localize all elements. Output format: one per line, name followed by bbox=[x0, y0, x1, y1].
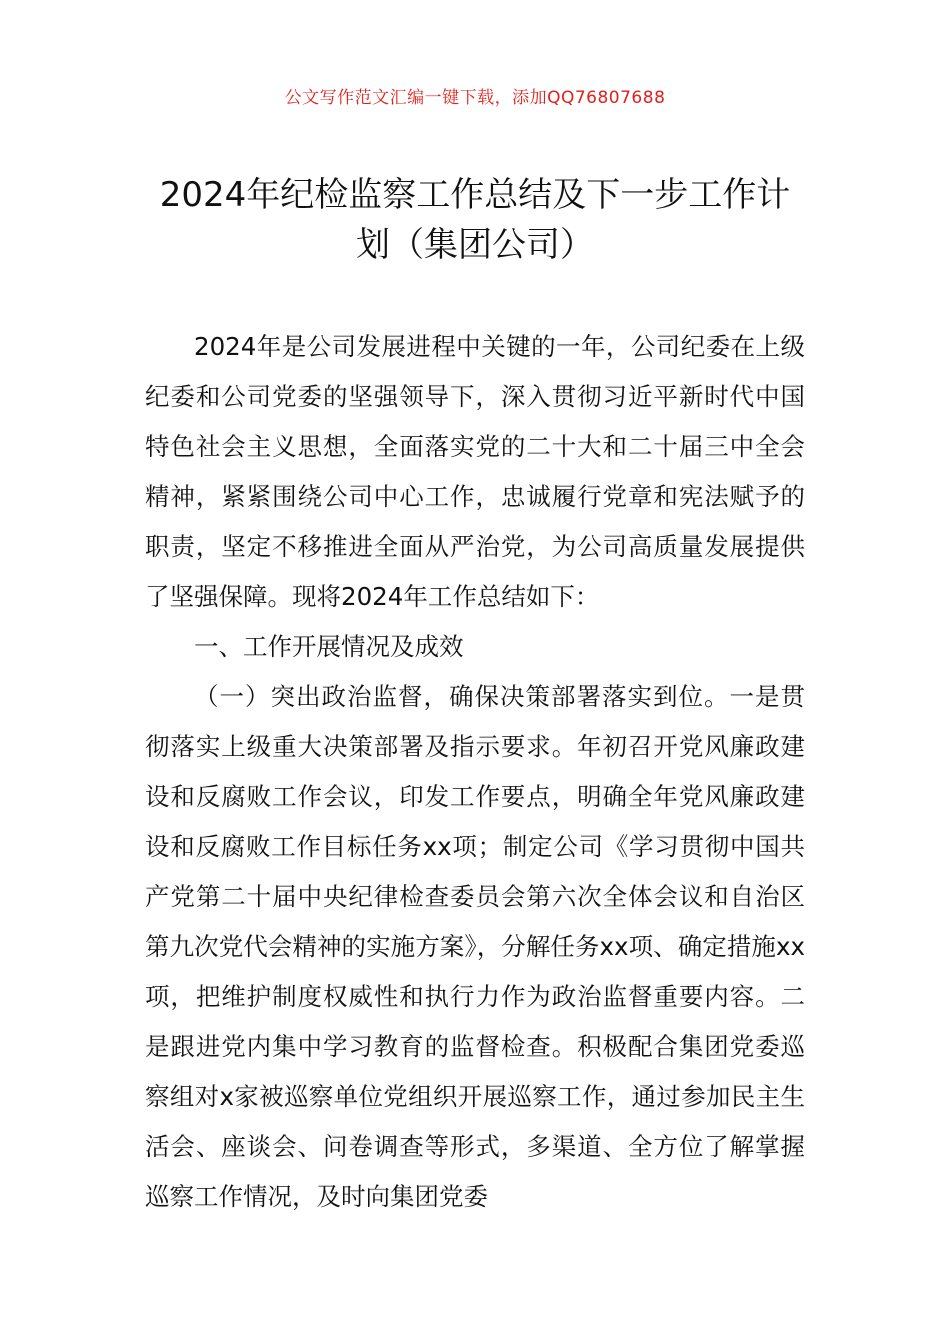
section-heading: 一、工作开展情况及成效 bbox=[194, 632, 464, 661]
section-paragraph: （一）突出政治监督，确保决策部署落实到位。一是贯彻落实上级重大决策部署及指示要求。年初召开党风廉政建设和反腐败工作会议，印发工作要点，明确全年党风廉政建设和反腐败工作目标任务xx项；制定公司《学习贯彻中国共产党第二十届中央纪律检查委员会第六次全体会议和自治区第九次党代会精神的实施方案》，分解任务xx项、确定措施xx项，把维护制度权威性和执行力作为政治监督重要内容。二是跟进党内集中学习教育的监督检查。积极配合集团党委巡察组对x家被巡察单位党组织开展巡察工作，通过参加民主生活会、座谈会、问卷调查等形式，多渠道、全方位了解掌握巡察工作情况，及时向集团党委 bbox=[145, 682, 805, 1211]
document-title-line-2: 划（集团公司） bbox=[356, 225, 594, 265]
document-title bbox=[140, 170, 810, 270]
document-body bbox=[145, 322, 805, 1222]
header-download-note: 公文写作范文汇编一键下载，添加QQ76807688 bbox=[284, 88, 666, 108]
document-title-line-1: 2024年纪检监察工作总结及下一步工作计 bbox=[159, 175, 791, 215]
intro-paragraph: 2024年是公司发展进程中关键的一年，公司纪委在上级纪委和公司党委的坚强领导下，深入贯彻习近平新时代中国特色社会主义思想，全面落实党的二十大和二十届三中全会精神，紧紧围绕公司中心工作，忠诚履行党章和宪法赋予的职责，坚定不移推进全面从严治党，为公司高质量发展提供了坚强保障。现将2024年工作总结如下： bbox=[145, 332, 805, 611]
